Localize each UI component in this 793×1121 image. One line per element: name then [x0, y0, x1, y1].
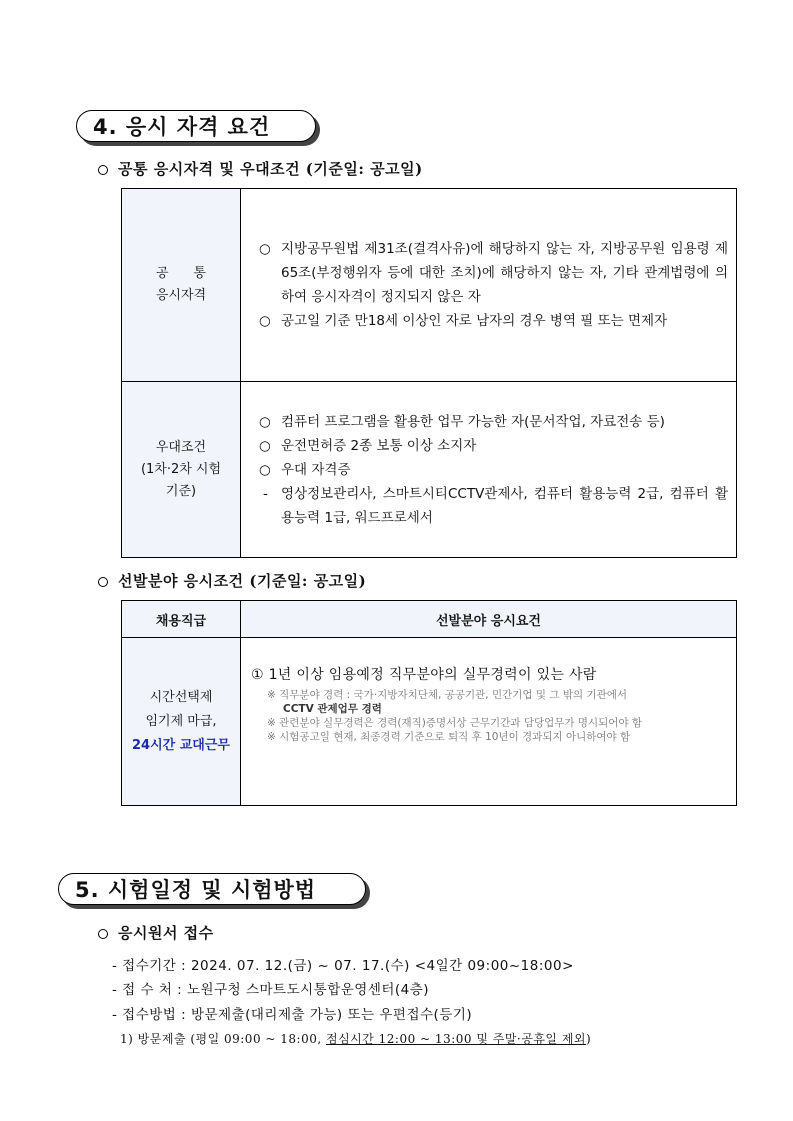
preference-label-cell: [122, 382, 241, 558]
common-requirements-cell: [241, 189, 737, 382]
requirement-note-bold: CCTV 관제업무 경력: [283, 703, 382, 715]
requirement-item: [259, 309, 728, 333]
grade-header: 채용직급: [122, 601, 241, 638]
item-text: 운전면허증 2종 보통 이상 소지자: [281, 437, 477, 454]
item-text: 우대 자격증: [281, 461, 351, 478]
common-label-line1: 공 통: [156, 266, 206, 281]
preference-item: [259, 458, 728, 482]
requirement-note: ※ 시험공고일 현재, 최종경력 기준으로 퇴직 후 10년이 경과되지 아니하여야 함: [267, 731, 631, 743]
common-label-cell: [122, 189, 241, 382]
common-label-line2: 응시자격: [155, 288, 207, 303]
item-bullet: ○: [259, 313, 271, 329]
circle-bullet-icon: [98, 929, 108, 939]
selection-condition-heading: [98, 570, 366, 591]
requirement-note-bold-wrap: [251, 702, 728, 716]
requirement-cell: [241, 638, 737, 806]
item-bullet: -: [263, 485, 268, 502]
requirement-note: ※ 직무분야 경력 : 국가·지방자치단체, 공공기관, 민간기업 및 그 밖의 기관에서: [267, 689, 628, 701]
application-receipt-heading: [98, 922, 214, 943]
receipt-method: - 접수방법 : 방문제출(대리제출 가능) 또는 우편접수(등기): [112, 1007, 473, 1023]
preference-items-cell: [241, 382, 737, 558]
circle-bullet-icon: [98, 577, 108, 587]
select-heading-text: 선발분야 응시조건 (기준일: 공고일): [118, 572, 367, 590]
visit-submission-excluded: 점심시간 12:00 ~ 13:00 및 주말·공휴일 제외: [325, 1032, 587, 1046]
requirement-header: 선발분야 응시요건: [241, 601, 737, 638]
visit-submission-close: ): [586, 1032, 592, 1046]
requirement-item: [259, 237, 728, 309]
grade-line1: 시간선택제: [149, 689, 213, 705]
receipt-period: - 접수기간 : 2024. 07. 12.(금) ~ 07. 17.(수) <4일간 09:00~18:00>: [112, 958, 574, 974]
circle-bullet-icon: [98, 165, 108, 175]
preference-item: [259, 410, 728, 434]
item-bullet: ○: [259, 437, 271, 454]
receipt-place: - 접 수 처 : 노원구청 스마트도시통합운영센터(4층): [112, 982, 430, 998]
preference-item: [259, 434, 728, 458]
visit-submission: [120, 1030, 591, 1047]
item-bullet: ○: [259, 241, 271, 257]
item-text: 공고일 기준 만18세 이상인 자로 남자의 경우 병역 필 또는 면제자: [281, 313, 668, 329]
preference-item: [259, 482, 728, 530]
preference-label-line2: (1차·2차 시험: [140, 461, 222, 477]
application-heading-text: 응시원서 접수: [118, 924, 214, 942]
item-text: 영상정보관리사, 스마트시티CCTV관제사, 컴퓨터 활용능력 2급, 컴퓨터 활용능력 1급, 워드프로세서: [281, 485, 728, 526]
common-qualification-table: [121, 188, 737, 558]
item-text: 지방공무원법 제31조(결격사유)에 해당하지 않는 자, 지방공무원 임용령 제65조(부정행위자 등에 대한 조치)에 해당하지 않는 자, 기타 관계법령에 의하여 응시자격이 정지되지 않은 자: [281, 241, 728, 305]
item-text: 컴퓨터 프로그램을 활용한 업무 가능한 자(문서작업, 자료전송 등): [281, 413, 665, 430]
preference-label-line3: 기준): [165, 483, 197, 499]
requirement-main: ① 1년 이상 임용예정 직무분야의 실무경력이 있는 사람: [251, 667, 597, 683]
item-bullet: ○: [259, 413, 271, 430]
visit-submission-text: 1) 방문제출 (평일 09:00 ~ 18:00,: [120, 1032, 326, 1046]
grade-line2: 임기제 마급,: [145, 713, 217, 729]
grade-cell: [122, 638, 241, 806]
common-heading-text: 공통 응시자격 및 우대조건 (기준일: 공고일): [118, 160, 423, 178]
section-5-title: 5. 시험일정 및 시험방법: [58, 873, 366, 905]
grade-line3: 24시간 교대근무: [132, 737, 230, 753]
section-4-title: 4. 응시 자격 요건: [76, 110, 316, 142]
requirement-note: ※ 관련분야 실무경력은 경력(재직)증명서상 근무기간과 담당업무가 명시되어야 함: [267, 717, 643, 729]
item-bullet: ○: [259, 461, 271, 478]
preference-label-line1: 우대조건: [155, 439, 207, 455]
common-qualification-heading: [98, 158, 423, 179]
selection-condition-table: [121, 600, 737, 806]
